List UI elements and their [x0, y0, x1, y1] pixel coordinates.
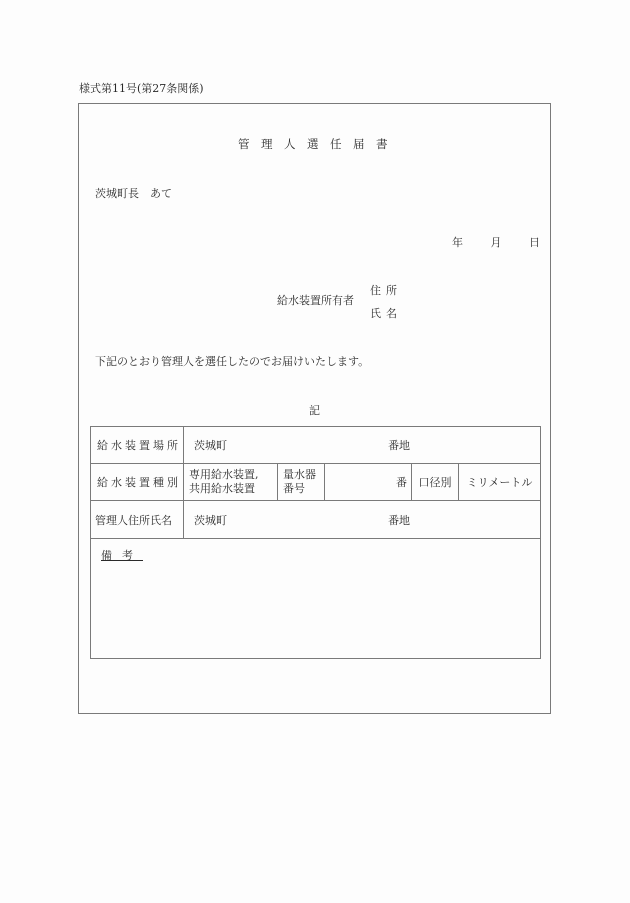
form-number: 様式第11号(第27条関係) [79, 82, 204, 95]
addressee: 茨城町長 あて [95, 187, 172, 200]
details-table [90, 426, 541, 659]
remarks-field[interactable] [91, 539, 541, 659]
date-day-label: 日 [529, 236, 540, 249]
owner-name-label: 氏名 [370, 307, 402, 320]
location-suffix: 番地 [388, 439, 411, 452]
table-row-manager [91, 501, 541, 539]
location-value[interactable] [184, 427, 541, 464]
table-row-location [91, 427, 541, 464]
document-title: 管理人選任届書 [238, 137, 399, 151]
type-option-private: 専用給水装置, [189, 468, 259, 481]
location-town: 茨城町 [194, 439, 227, 452]
location-label: 給水装置場所 [91, 427, 184, 464]
date-month-label: 月 [490, 236, 502, 249]
type-option-shared: 共用給水装置 [189, 482, 255, 495]
type-label: 給水装置種別 [91, 464, 184, 501]
date-year-label: 年 [452, 236, 463, 249]
remarks-label: 備考 [101, 549, 143, 562]
diameter-label: 口径別 [412, 464, 459, 501]
diameter-unit: ミリメートル [466, 476, 533, 489]
statement-text: 下記のとおり管理人を選任したのでお届けいたします。 [95, 355, 370, 368]
meter-label-line2: 番号 [283, 482, 305, 495]
meter-number-suffix: 番 [396, 476, 407, 489]
table-row-type [91, 464, 541, 501]
type-options[interactable] [184, 464, 278, 501]
manager-value[interactable] [184, 501, 541, 539]
meter-label-line1: 量水器 [283, 468, 316, 481]
date-field [452, 234, 540, 250]
owner-label: 給水装置所有者 [277, 294, 354, 307]
manager-town: 茨城町 [194, 513, 227, 527]
manager-label: 管理人住所氏名 [91, 501, 184, 539]
owner-address-label: 住所 [370, 284, 402, 297]
diameter-value[interactable] [459, 464, 541, 501]
meter-number-label [278, 464, 325, 501]
manager-suffix: 番地 [388, 513, 411, 527]
meter-number-value[interactable] [325, 464, 412, 501]
ki-label: 記 [309, 404, 320, 417]
table-row-remarks [91, 539, 541, 659]
